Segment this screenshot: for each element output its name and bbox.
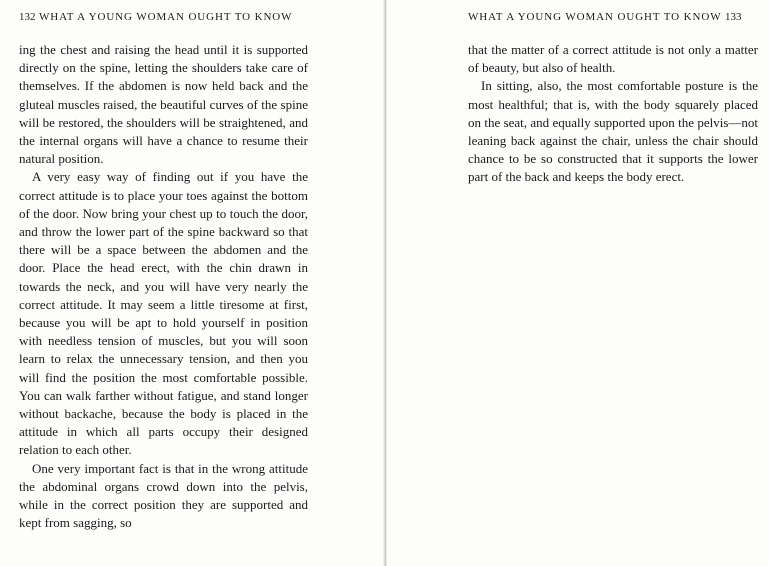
left-page-header — [19, 11, 292, 23]
left-page-number: 132 — [19, 11, 36, 23]
paragraph: A very easy way of finding out if you have the correct attitude is to place your toes against the bottom of the door. Now bring your chest up to touch the door, and throw the lower part of the spine backward so that there will be a space between the abdomen and the door. Place the head erect, with the chin drawn in towards the neck, and you will have very nearly the correct attitude. It may seem a little tiresome at first, because you will be apt to hold yourself in position with needless tension of muscles, but you will soon learn to relax the unnecessary tension, and then you will find the position the most comfortable possible. You can walk farther without fatigue, and stand longer without backache, because the body is placed in the attitude in which all parts occupy their designed relation to each other. — [19, 169, 308, 458]
paragraph: In sitting, also, the most comfortable posture is the most healthful; that is, with the body squarely placed on the seat, and equally supported upon the pelvis—not leaning back against the chair, unless the chair should chance to be so constructed that it supports the lower part of the back and keeps the body erect. — [468, 78, 758, 185]
right-page-number: 133 — [724, 11, 742, 23]
right-page-body — [468, 41, 758, 187]
left-page-body — [19, 41, 308, 532]
right-running-head: WHAT A YOUNG WOMAN OUGHT TO KNOW — [468, 11, 722, 23]
left-running-head: WHAT A YOUNG WOMAN OUGHT TO KNOW — [38, 11, 293, 23]
right-page-header — [468, 11, 741, 23]
paragraph: ing the chest and raising the head until it is supported directly on the spine, letting the shoulders take care of themselves. If the abdomen is now held back and the gluteal muscles raised, the beautiful curves of the spine will be restored, the shoulders will be straightened, and the internal organs will have a chance to resume their natural position. — [19, 42, 308, 167]
paragraph: that the matter of a correct attitude is not only a matter of beauty, but also of health. — [468, 42, 758, 76]
right-page — [386, 0, 769, 566]
paragraph: One very important fact is that in the wrong attitude the abdominal organs crowd down into the pelvis, while in the correct position they are supported and kept from sagging, so — [19, 460, 308, 531]
